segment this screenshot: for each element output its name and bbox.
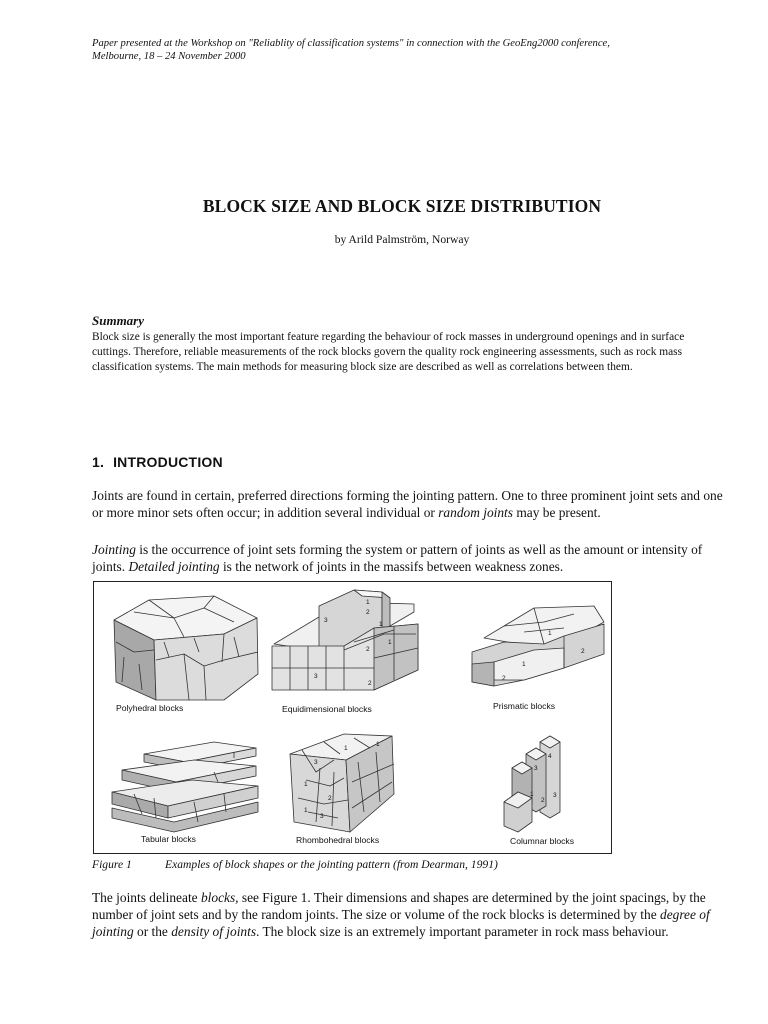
text-span: The joints delineate	[92, 890, 201, 905]
text-span: is the occurrence of joint sets forming the system or pattern of joints as well as the amount or intensity of joints.	[92, 542, 703, 574]
figure-caption-text: Examples of block shapes or the jointing pattern (from Dearman, 1991)	[165, 858, 498, 871]
header-note-line2: Melbourne, 18 – 24 November 2000	[92, 51, 246, 62]
set-number-label: 3	[314, 759, 318, 766]
intro-paragraph-3	[92, 889, 726, 940]
set-number-label: 2	[366, 609, 370, 616]
set-number-label: 2	[328, 795, 332, 802]
set-number-label: 1	[530, 791, 534, 798]
set-number-label: 3	[324, 617, 328, 624]
italic-term: random joints	[438, 505, 513, 520]
section-heading	[92, 454, 223, 470]
set-number-label: 1	[366, 599, 370, 606]
section-title: INTRODUCTION	[113, 454, 223, 470]
equidimensional-blocks-drawing	[272, 590, 418, 690]
figure-1	[93, 581, 612, 854]
set-number-label: 1	[344, 745, 348, 752]
italic-term: Jointing	[92, 542, 136, 557]
block-shapes-illustration	[94, 582, 613, 855]
italic-term: blocks,	[200, 890, 239, 905]
set-number-label: 1	[379, 621, 383, 628]
set-number-label: 2	[581, 648, 585, 655]
set-number-label: 1	[522, 661, 526, 668]
text-span: see Figure 1. Their dimensions and shapes are determined by the joint spacings, by the number of joint sets and by the random joints. The size or volume of the rock blocks is determined by the	[92, 890, 706, 922]
tabular-blocks-drawing	[112, 742, 258, 832]
section-number: 1.	[92, 454, 105, 470]
italic-term: Detailed jointing	[128, 559, 220, 574]
label-rhombohedral: Rhombohedral blocks	[296, 835, 380, 845]
set-number-label: 3	[320, 813, 324, 820]
columnar-blocks-drawing	[504, 736, 560, 832]
intro-paragraph-1	[92, 487, 726, 521]
set-number-label: 1	[304, 807, 308, 814]
summary-heading: Summary	[92, 313, 145, 328]
italic-term: density of joints	[171, 924, 257, 939]
intro-paragraph-2	[92, 541, 726, 575]
set-number-label: 3	[553, 792, 557, 799]
label-tabular: Tabular blocks	[141, 834, 196, 844]
figure-number: Figure 1	[92, 858, 132, 871]
text-span: or the	[133, 924, 172, 939]
italic-term: degree of jointing	[92, 907, 710, 939]
author-byline: by Arild Palmström, Norway	[334, 233, 470, 246]
set-number-label: 2	[368, 680, 372, 687]
set-number-label: 4	[548, 753, 552, 760]
label-columnar: Columnar blocks	[510, 836, 574, 846]
set-number-label: 1	[376, 741, 380, 748]
set-number-label: 2	[366, 646, 370, 653]
prismatic-blocks-drawing	[472, 606, 604, 686]
summary-text: Block size is generally the most important feature regarding the behaviour of rock masses in underground openings and in surface cuttings. Therefore, reliable measurements of the rock blocks govern the quality rock engineering assessments, such as rock mass classification systems. The main methods for measuring block size are described as well as correlations between them.	[92, 331, 685, 373]
set-number-label: 1	[388, 639, 392, 646]
paper-title: BLOCK SIZE AND BLOCK SIZE DISTRIBUTION	[202, 196, 602, 216]
label-equidimensional: Equidimensional blocks	[282, 704, 372, 714]
text-span: . The block size is an extremely important parameter in rock mass behaviour.	[256, 924, 669, 939]
polyhedral-blocks-drawing	[114, 596, 258, 700]
set-number-label: 3	[534, 765, 538, 772]
set-number-label: 2	[502, 675, 506, 682]
set-number-label: 2	[541, 797, 545, 804]
set-number-label: 1	[304, 781, 308, 788]
text-span: is the network of joints in the massifs between weakness zones.	[219, 559, 564, 574]
figure-caption	[92, 858, 498, 871]
text-span: may be present.	[513, 505, 601, 520]
header-note	[92, 37, 712, 63]
label-polyhedral: Polyhedral blocks	[116, 703, 184, 713]
set-number-label: 1	[548, 630, 552, 637]
set-number-label: 3	[314, 673, 318, 680]
label-prismatic: Prismatic blocks	[493, 701, 556, 711]
header-note-line1: Paper presented at the Workshop on "Reliablity of classification systems" in connection with the GeoEng2000 conference,	[92, 38, 610, 49]
text-span: Joints are found in certain, preferred directions forming the jointing pattern. One to three prominent joint sets and one or more minor sets often occur; in addition several individual or	[92, 488, 723, 520]
